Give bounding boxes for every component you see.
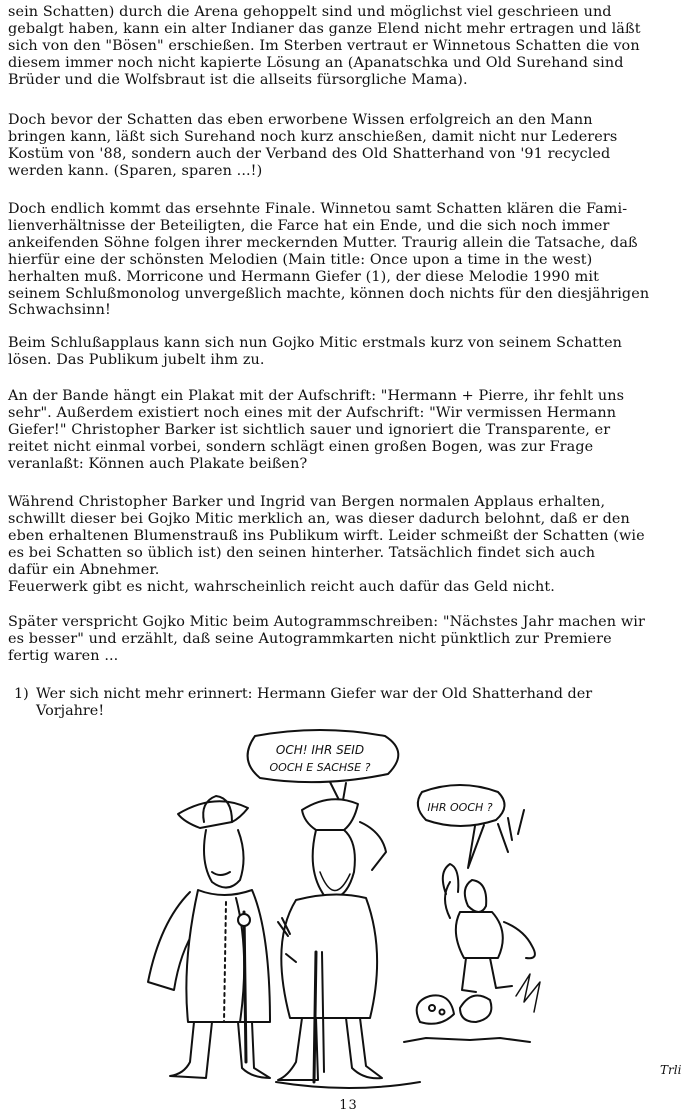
footnote-line: Wer sich nicht mehr erinnert: Hermann Giefer war der Old Shatterhand der <box>36 686 593 702</box>
text-line: Feuerwerk gibt es nicht, wahrscheinlich reicht auch dafür das Geld nicht. <box>8 578 555 595</box>
text-line: Schwachsinn! <box>8 302 111 319</box>
text-line: Brüder und die Wolfsbraut ist die allseits fürsorgliche Mama). <box>8 71 468 88</box>
frontiersman-figure-left <box>148 796 270 1078</box>
speech-bubble-right <box>418 785 505 868</box>
text-line: herhalten muß. Morricone und Hermann Giefer (1), der diese Melodie 1990 mit <box>8 268 599 285</box>
text-line: eben erhaltenen Blumenstrauß ins Publikum wirft. Leider schmeißt der Schatten (wie <box>8 527 645 544</box>
speech-bubble-left <box>248 730 399 806</box>
text-line: hierfür eine der schönsten Melodien (Main title: Once upon a time in the west) <box>8 251 593 268</box>
artist-signature: Trli <box>660 1063 682 1077</box>
text-line: seinem Schlußmonolog unvergeßlich machte, können doch nichts für den diesjährigen <box>8 285 650 302</box>
text-line: Doch bevor der Schatten das eben erworbene Wissen erfolgreich an den Mann <box>8 112 593 128</box>
paragraph-6 <box>8 494 689 595</box>
text-line: schwillt dieser bei Gojko Mitic merklich an, was dieser dadurch belohnt, daß er den <box>8 510 630 527</box>
text-line: werden kann. (Sparen, sparen ...!) <box>8 162 263 179</box>
text-line: es besser" und erzählt, daß seine Autogrammkarten nicht pünktlich zur Premiere <box>8 630 612 647</box>
footnote-line: Vorjahre! <box>36 703 105 719</box>
cartoon-illustration <box>120 722 690 1102</box>
text-line: gebalgt haben, kann ein alter Indianer das ganze Elend nicht mehr ertragen und läßt <box>8 20 641 37</box>
text-line: sehr". Außerdem existiert noch eines mit der Aufschrift: "Wir vermissen Hermann <box>8 404 617 421</box>
paragraph-3 <box>8 201 689 319</box>
paragraph-1 <box>8 4 689 89</box>
text-line: fertig waren ... <box>8 647 119 664</box>
bubble-right-text: IHR OOCH ? <box>427 801 493 814</box>
text-line: Während Christopher Barker und Ingrid van Bergen normalen Applaus erhalten, <box>8 494 606 510</box>
footnote <box>14 686 684 720</box>
bubble-left-line: OCH! IHR SEID <box>275 743 365 757</box>
text-line: An der Bande hängt ein Plakat mit der Aufschrift: "Hermann + Pierre, ihr fehlt uns <box>8 388 625 404</box>
text-line: reitet nicht einmal vorbei, sondern schlägt einen großen Bogen, was zur Frage <box>8 438 594 455</box>
text-line: lösen. Das Publikum jubelt ihm zu. <box>8 351 265 368</box>
text-line: ankeifenden Söhne folgen ihrer meckernden Mutter. Traurig allein die Tatsache, daß <box>8 234 638 251</box>
text-line: es bei Schatten so üblich ist) den seinen hinterher. Tatsächlich findet sich auch <box>8 544 596 561</box>
text-line: sich von den "Bösen" erschießen. Im Sterben vertraut er Winnetous Schatten die von <box>8 37 640 54</box>
page-number: 13 <box>339 1098 358 1113</box>
text-line: bringen kann, läßt sich Surehand noch kurz anschießen, damit nicht nur Lederers <box>8 128 618 145</box>
bubble-left-line: OOCH E SACHSE ? <box>269 761 371 774</box>
text-line: diesem immer noch nicht kapierte Lösung an (Apanatschka und Old Surehand sind <box>8 54 624 71</box>
footnote-marker: 1) <box>14 686 29 702</box>
text-line: Giefer!" Christopher Barker ist sichtlich sauer und ignoriert die Transparente, er <box>8 421 611 438</box>
text-line: Später verspricht Gojko Mitic beim Autogrammschreiben: "Nächstes Jahr machen wir <box>8 614 645 630</box>
paragraph-2 <box>8 112 689 180</box>
text-line: veranlaßt: Können auch Plakate beißen? <box>8 455 308 472</box>
text-line: lienverhältnisse der Beteiligten, die Farce hat ein Ende, und die sich noch immer <box>8 217 610 234</box>
text-line: Doch endlich kommt das ersehnte Finale. Winnetou samt Schatten klären die Fami- <box>8 201 628 217</box>
text-line: Kostüm von '88, sondern auch der Verband des Old Shatterhand von '91 recycled <box>8 145 611 162</box>
paragraph-5 <box>8 388 689 473</box>
text-line: sein Schatten) durch die Arena gehoppelt sind und möglichst viel geschrieen und <box>8 4 612 20</box>
text-line: Beim Schlußapplaus kann sich nun Gojko Mitic erstmals kurz von seinem Schatten <box>8 335 623 351</box>
text-line: dafür ein Abnehmer. <box>8 561 160 578</box>
paragraph-4 <box>8 335 689 369</box>
paragraph-7 <box>8 614 689 665</box>
frontiersman-figure-center <box>276 799 420 1088</box>
